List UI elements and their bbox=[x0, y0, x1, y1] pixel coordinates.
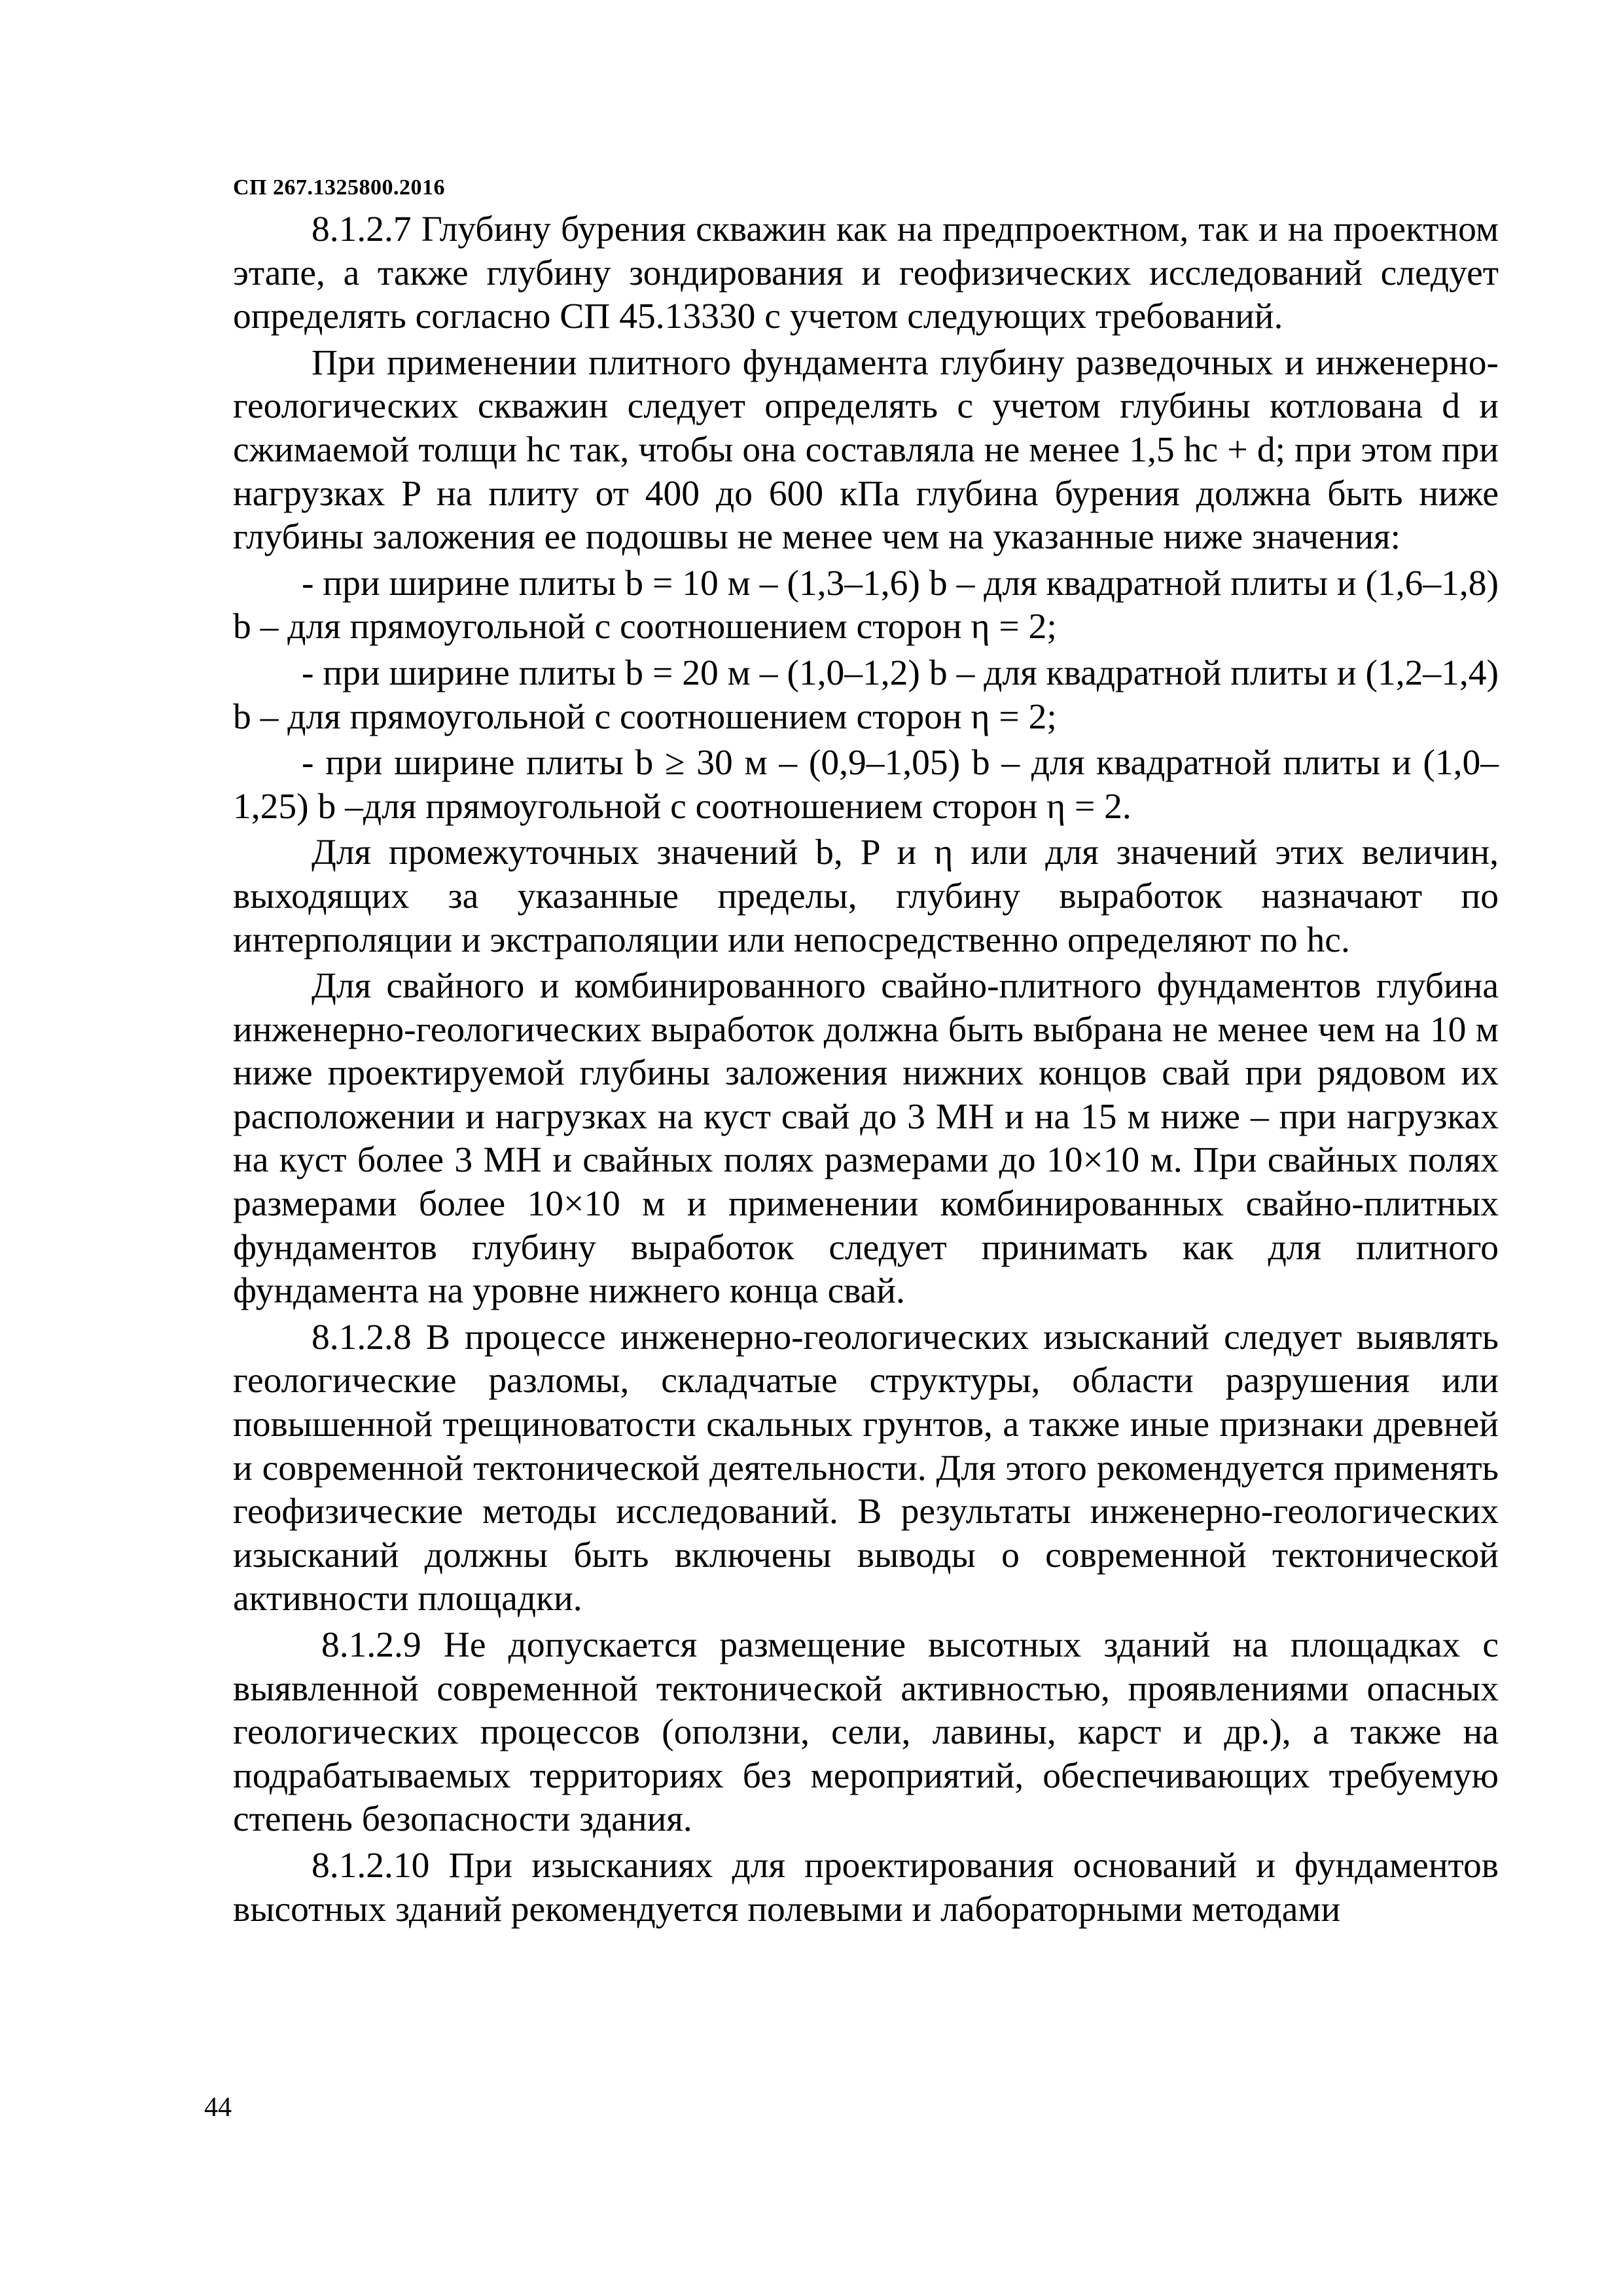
paragraph-8-1-2-9: 8.1.2.9 Не допускается размещение высотных зданий на площадках с выявленной современной тектонической активностью, проявлениями опасных геологических процессов (оползни, сели, лавины, карст и др.), а также на подрабатываемых территориях без мероприятий, обеспечивающих требуемую степень безопасности здания. bbox=[233, 1625, 1499, 1840]
paragraph-pile-foundation: Для свайного и комбинированного свайно-плитного фундаментов глубина инженерно-геологических выработок должна быть выбрана не менее чем на 10 м ниже проектируемой глубины заложения нижних концов свай при рядовом их расположении и нагрузках на куст свай до 3 МН и на 15 м ниже – при нагрузках на куст более 3 МН и свайных полях размерами до 10×10 м. При свайных полях размерами более 10×10 м и применении комбинированных свайно-плитных фундаментов глубину выработок следует принимать как для плитного фундамента на уровне нижнего конца свай. bbox=[233, 966, 1499, 1312]
list-item-width-30: - при ширине плиты b ≥ 30 м – (0,9–1,05) b – для квадратной плиты и (1,0–1,25) b –для прямоугольной с соотношением сторон η = 2. bbox=[233, 743, 1499, 827]
paragraph-8-1-2-10: 8.1.2.10 При изысканиях для проектирования оснований и фундаментов высотных зданий рекомендуется полевыми и лабораторными методами bbox=[233, 1845, 1499, 1929]
paragraph-8-1-2-7: 8.1.2.7 Глубину бурения скважин как на предпроектном, так и на проектном этапе, а также глубину зондирования и геофизических исследований следует определять согласно СП 45.13330 с учетом следующих требований. bbox=[233, 209, 1499, 337]
page-number: 44 bbox=[204, 2092, 232, 2123]
paragraph-plate-foundation: При применении плитного фундамента глубину разведочных и инженерно-геологических скважин следует определять с учетом глубины котлована d и сжимаемой толщи hc так, чтобы она составляла не менее 1,5 hc + d; при этом при нагрузках P на плиту от 400 до 600 кПа глубина бурения должна быть ниже глубины заложения ее подошвы не менее чем на указанные ниже значения: bbox=[233, 342, 1499, 558]
paragraph-intermediate-values: Для промежуточных значений b, P и η или для значений этих величин, выходящих за указанные пределы, глубину выработок назначают по интерполяции и экстраполяции или непосредственно определяют по hc. bbox=[233, 833, 1499, 960]
document-code: СП 267.1325800.2016 bbox=[233, 175, 445, 200]
list-item-width-20: - при ширине плиты b = 20 м – (1,0–1,2) b – для квадратной плиты и (1,2–1,4) b – для прямоугольной с соотношением сторон η = 2; bbox=[233, 653, 1499, 737]
document-body bbox=[233, 208, 1499, 1934]
paragraph-8-1-2-8: 8.1.2.8 В процессе инженерно-геологических изысканий следует выявлять геологические разломы, складчатые структуры, области разрушения или повышенной трещиноватости скальных грунтов, а также иные признаки древней и современной тектонической деятельности. Для этого рекомендуется применять геофизические методы исследований. В результаты инженерно-геологических изысканий должны быть включены выводы о современной тектонической активности площадки. bbox=[233, 1317, 1499, 1619]
list-item-width-10: - при ширине плиты b = 10 м – (1,3–1,6) b – для квадратной плиты и (1,6–1,8) b – для прямоугольной с соотношением сторон η = 2; bbox=[233, 563, 1499, 647]
